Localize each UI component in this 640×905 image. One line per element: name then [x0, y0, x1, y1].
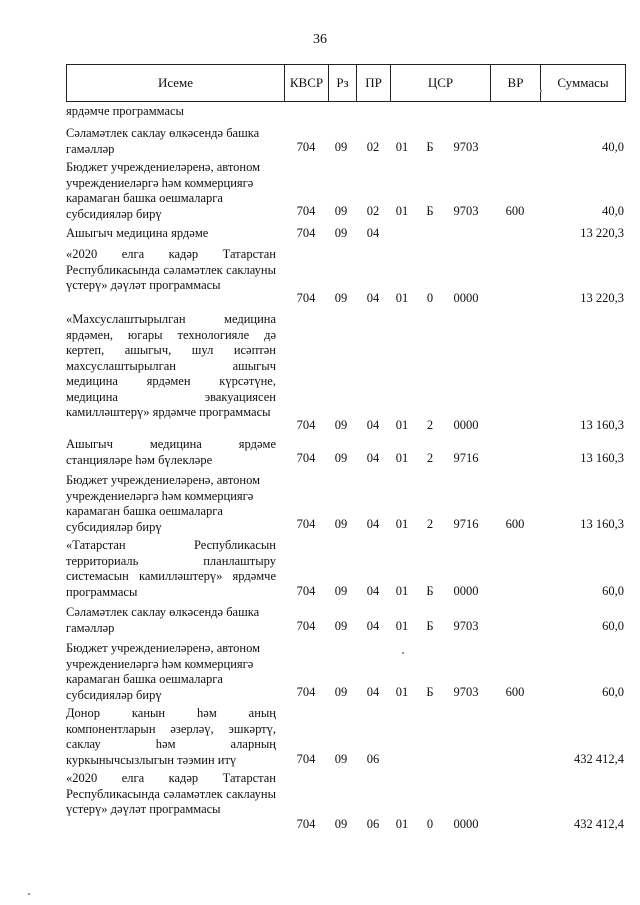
row-csr-program: 01 [395, 619, 409, 633]
row-csr-code: 9703 [453, 204, 479, 218]
table-row [66, 126, 626, 158]
row-pr: 04 [366, 517, 380, 531]
table-row [66, 641, 626, 703]
row-pr: 04 [366, 418, 380, 432]
row-pr: 04 [366, 226, 380, 240]
table-header [66, 64, 626, 102]
row-csr-program: 01 [395, 685, 409, 699]
row-rz: 09 [334, 517, 348, 531]
row-csr-code: 9703 [453, 140, 479, 154]
row-csr-subprogram: Б [426, 619, 434, 633]
row-kvsr: 704 [296, 204, 316, 218]
table-row [66, 226, 626, 242]
header-name: Исеме [67, 65, 285, 101]
row-csr-subprogram: Б [426, 140, 434, 154]
row-name: Бюджет учреждениеләренә, автоном учреждениеләргә һәм коммерциягә карамаган башка оешмаларга субсидияләр бирү [66, 641, 261, 702]
row-name: «Махсуслаштырылган медицина ярдәмен, югары технологияле дә кертеп, ашыгыч, шул исәптән махсуслаштырылган ашыгыч медицина ярдәмен күрсәтүне, медицина эвакуациясен камилләштерү» ярдәмче программасы [66, 312, 276, 419]
row-pr: 04 [366, 619, 380, 633]
table-row [66, 771, 626, 833]
row-csr-program: 01 [395, 140, 409, 154]
row-rz: 09 [334, 291, 348, 305]
row-csr-subprogram: Б [426, 584, 434, 598]
table-row [66, 437, 626, 469]
row-name: ярдәмче программасы [66, 104, 184, 118]
row-csr-subprogram: 0 [426, 817, 434, 831]
row-sum: 13 220,3 [580, 226, 624, 240]
row-csr-subprogram: Б [426, 204, 434, 218]
row-csr-code: 0000 [453, 817, 479, 831]
row-sum: 13 220,3 [580, 291, 624, 305]
row-csr-program: 01 [395, 291, 409, 305]
row-csr-code: 9703 [453, 619, 479, 633]
row-vr: 600 [505, 517, 525, 531]
row-sum: 60,0 [602, 685, 624, 699]
table-row [66, 605, 626, 637]
row-rz: 09 [334, 204, 348, 218]
header-sum: Суммасы [557, 75, 609, 90]
row-rz: 09 [334, 418, 348, 432]
header-vr: ВР [491, 65, 541, 101]
scan-speck [540, 90, 542, 92]
scan-speck [28, 893, 30, 895]
row-sum: 13 160,3 [580, 451, 624, 465]
header-kvsr: КВСР [285, 65, 329, 101]
row-kvsr: 704 [296, 584, 316, 598]
row-rz: 09 [334, 619, 348, 633]
row-pr: 06 [366, 817, 380, 831]
row-kvsr: 704 [296, 517, 316, 531]
row-kvsr: 704 [296, 418, 316, 432]
table-row [66, 247, 626, 309]
row-name: Сәламәтлек саклау өлкәсендә башка гамәлләр [66, 605, 260, 635]
row-rz: 09 [334, 685, 348, 699]
row-sum: 40,0 [602, 204, 624, 218]
row-kvsr: 704 [296, 226, 316, 240]
row-rz: 09 [334, 752, 348, 766]
header-csr: ЦСР [391, 65, 491, 101]
row-pr: 02 [366, 204, 380, 218]
row-sum: 60,0 [602, 584, 624, 598]
row-kvsr: 704 [296, 817, 316, 831]
row-sum: 60,0 [602, 619, 624, 633]
row-vr: 600 [505, 204, 525, 218]
row-kvsr: 704 [296, 451, 316, 465]
row-rz: 09 [334, 140, 348, 154]
row-csr-subprogram: Б [426, 685, 434, 699]
row-pr: 04 [366, 685, 380, 699]
row-rz: 09 [334, 584, 348, 598]
row-csr-program: 01 [395, 418, 409, 432]
row-name: Ашыгыч медицина ярдәме [66, 226, 209, 240]
row-csr-program: 01 [395, 517, 409, 531]
table-row [66, 312, 626, 434]
table-row [66, 473, 626, 535]
table-row [66, 538, 626, 600]
row-pr: 02 [366, 140, 380, 154]
row-sum: 13 160,3 [580, 517, 624, 531]
row-name: Ашыгыч медицина ярдәме станцияләре һәм бүлекләре [66, 437, 276, 467]
row-pr: 06 [366, 752, 380, 766]
row-csr-subprogram: 0 [426, 291, 434, 305]
row-kvsr: 704 [296, 291, 316, 305]
row-vr: 600 [505, 685, 525, 699]
row-kvsr: 704 [296, 140, 316, 154]
row-csr-program: 01 [395, 584, 409, 598]
row-csr-program: 01 [395, 204, 409, 218]
row-sum: 432 412,4 [574, 817, 624, 831]
row-name: Бюджет учреждениеләренә, автоном учреждениеләргә һәм коммерциягә карамаган башка оешмаларга субсидияләр бирү [66, 160, 261, 221]
row-kvsr: 704 [296, 752, 316, 766]
row-csr-code: 0000 [453, 584, 479, 598]
row-csr-subprogram: 2 [426, 517, 434, 531]
row-pr: 04 [366, 584, 380, 598]
row-name: «2020 елга кадәр Татарстан Республикасында сәламәтлек саклауны үстерү» дәүләт программасы [66, 247, 276, 292]
row-kvsr: 704 [296, 685, 316, 699]
row-name: «2020 елга кадәр Татарстан Республикасында сәламәтлек саклауны үстерү» дәүләт программасы [66, 771, 276, 816]
row-name: Сәламәтлек саклау өлкәсендә башка гамәлләр [66, 126, 260, 156]
row-csr-code: 9716 [453, 451, 479, 465]
row-name: «Татарстан Республикасын территориаль планлаштыру системасын камилләштерү» ярдәмче программасы [66, 538, 276, 599]
table-row [66, 706, 626, 768]
row-sum: 40,0 [602, 140, 624, 154]
row-csr-code: 0000 [453, 291, 479, 305]
row-csr-program: 01 [395, 817, 409, 831]
page-number: 36 [313, 32, 327, 47]
row-csr-code: 9703 [453, 685, 479, 699]
row-rz: 09 [334, 817, 348, 831]
row-pr: 04 [366, 291, 380, 305]
row-csr-code: 9716 [453, 517, 479, 531]
row-rz: 09 [334, 226, 348, 240]
row-pr: 04 [366, 451, 380, 465]
row-csr-subprogram: 2 [426, 418, 434, 432]
header-pr: ПР [357, 65, 391, 101]
row-kvsr: 704 [296, 619, 316, 633]
row-csr-code: 0000 [453, 418, 479, 432]
row-name: Бюджет учреждениеләренә, автоном учреждениеләргә һәм коммерциягә карамаган башка оешмаларга субсидияләр бирү [66, 473, 261, 534]
row-csr-subprogram: 2 [426, 451, 434, 465]
scan-speck [402, 652, 404, 654]
row-name: Донор канын һәм аның компонентларын әзерләү, эшкәртү, саклау һәм аларның куркынычсызлыгын тәэмин итү [66, 706, 276, 767]
row-csr-program: 01 [395, 451, 409, 465]
header-rz: Рз [329, 65, 357, 101]
row-sum: 13 160,3 [580, 418, 624, 432]
row-sum: 432 412,4 [574, 752, 624, 766]
table-row [66, 160, 626, 222]
row-rz: 09 [334, 451, 348, 465]
